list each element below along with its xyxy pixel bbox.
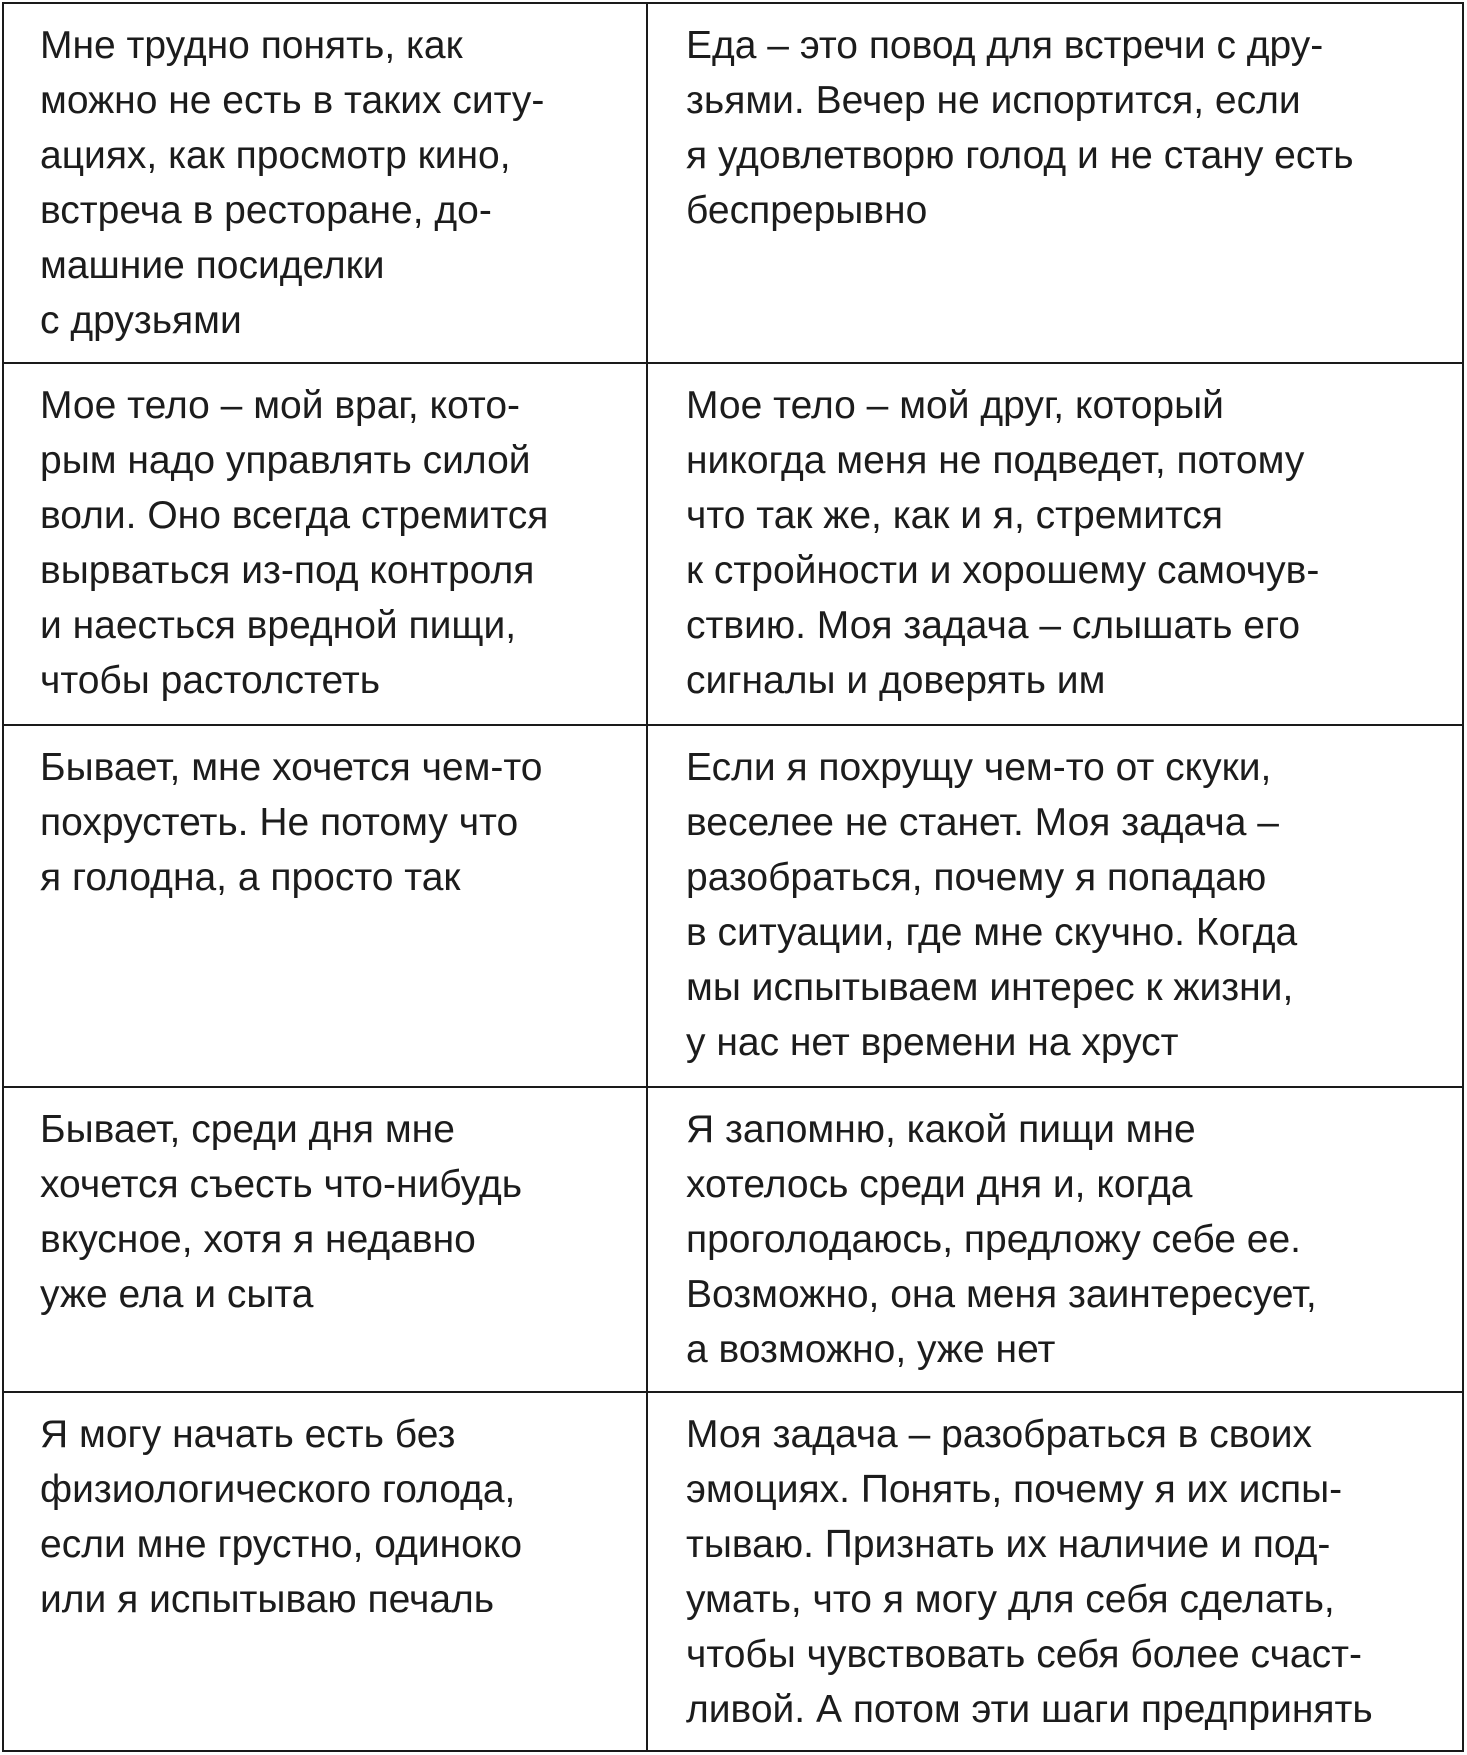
table-cell-belief: Мне трудно понять, как можно не есть в таких ситу- ациях, как просмотр кино, встреча в ресторане, до- машние посиделки с друзьями	[4, 4, 648, 364]
table-cell-reframe: Моя задача – разобраться в своих эмоциях. Понять, почему я их испы- тываю. Признать их наличие и под- умать, что я могу для себя сделать, чтобы чувствовать себя более счаст- ливой. А потом эти шаги предпринять	[686, 1413, 1373, 1731]
comparison-table	[2, 2, 1464, 1752]
table-cell-reframe: Еда – это повод для встречи с дру- зьями. Вечер не испортится, если я удовлетворю голод и не стану есть беспрерывно	[648, 4, 1462, 364]
table-cell-belief: Бывает, среди дня мне хочется съесть что-нибудь вкусное, хотя я недавно уже ела и сыта	[4, 1088, 648, 1393]
table-cell-belief: Я могу начать есть без физиологического голода, если мне грустно, одиноко или я испытываю печаль	[4, 1393, 648, 1750]
table-cell-belief: Бывает, мне хочется чем-то похрустеть. Не потому что я голодна, а просто так	[4, 726, 648, 1088]
table-cell-belief: Мое тело – мой враг, кото- рым надо управлять силой воли. Оно всегда стремится вырваться из-под контроля и наесться вредной пищи, чтобы растолстеть	[4, 364, 648, 726]
table-cell-reframe: Я запомню, какой пищи мне хотелось среди дня и, когда проголодаюсь, предложу себе ее. Возможно, она меня заинтересует, а возможно, уже нет	[648, 1088, 1462, 1393]
table-cell-reframe: Мое тело – мой друг, который никогда меня не подведет, потому что так же, как и я, стремится к стройности и хорошему самочув- ствию. Моя задача – слышать его сигналы и доверять им	[648, 364, 1462, 726]
table-cell-reframe: Если я похрущу чем-то от скуки, веселее не станет. Моя задача – разобраться, почему я попадаю в ситуации, где мне скучно. Когда мы испытываем интерес к жизни, у нас нет времени на хруст	[648, 726, 1462, 1088]
